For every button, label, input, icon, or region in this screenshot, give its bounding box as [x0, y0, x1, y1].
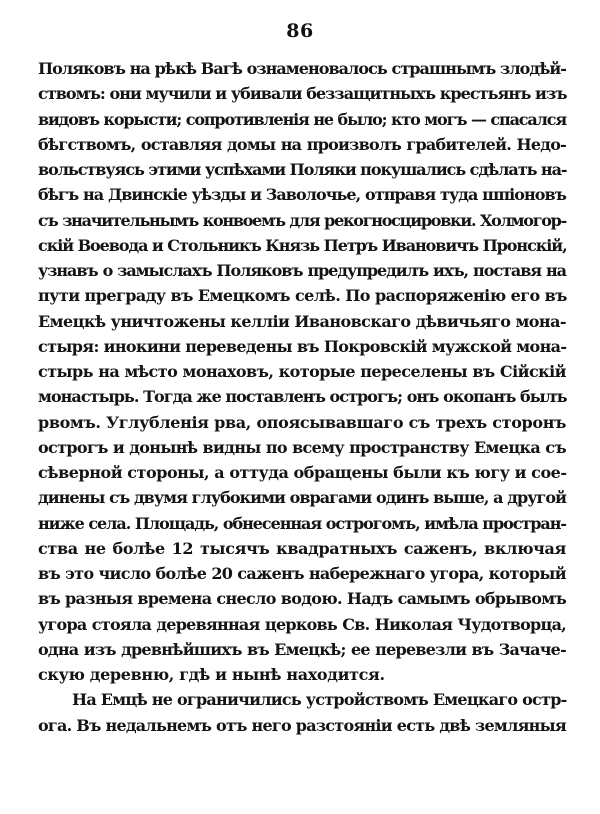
text-line: узнавъ о замыслахъ Поляковъ предупредилъ ихъ, поставя на [38, 261, 566, 280]
text-line: Емецкѣ уничтожены келліи Ивановскаго дѣвичьяго мона- [38, 311, 566, 331]
text-line: стыря: инокини переведены въ Покровскій мужской мона- [38, 336, 567, 356]
text-line: ства не болѣе 12 тысячъ квадратныхъ саженъ, включая [38, 538, 566, 558]
text-line: монастырь. Тогда же поставленъ острогъ; онъ окопанъ былъ [38, 387, 567, 407]
text-line: угора стояла деревянная церковь Св. Николая Чудотворца, [38, 614, 566, 634]
text-line: вольствуясь этими успѣхами Поляки покушались сдѣлать на- [38, 160, 567, 179]
text-line: съ значительнымъ конвоемъ для рекогносцировки. Холмогор- [38, 210, 566, 230]
text-line: скую деревню, гдѣ и нынѣ находится. [38, 665, 385, 684]
text-line: стырь на мѣсто монаховъ, которые переселены въ Сійскій [38, 362, 566, 381]
text-line: динены съ двумя глубокими оврагами одинъ выше, а другой [38, 488, 566, 508]
text-line: пути преграду въ Емецкомъ селѣ. По распоряженію его въ [38, 286, 567, 306]
text-line: ниже села. Площадь, обнесенная острогомъ, имѣла простран- [38, 513, 566, 533]
text-line: сѣверной стороны, а оттуда обращены были къ югу и сое- [38, 463, 567, 482]
body-text [38, 56, 566, 738]
text-line: одна изъ древнѣйшихъ въ Емецкѣ; ее перевезли въ Зачаче- [38, 639, 566, 659]
text-line: въ разныя времена снесло водою. Надъ самымъ обрывомъ [38, 589, 567, 609]
text-line: ога. Въ недальнемъ отъ него разстояніи есть двѣ земляныя [38, 715, 566, 735]
text-line: ствомъ: они мучили и убивали беззащитныхъ крестьянъ изъ [38, 84, 567, 104]
text-line: видовъ корысти; сопротивленія не было; кто могъ — спасался [38, 109, 566, 129]
text-line: бѣгствомъ, оставляя домы на произволъ грабителей. Недо- [38, 134, 566, 154]
page-number: 86 [286, 20, 314, 42]
text-line: рвомъ. Углубленія рва, опоясывавшаго съ трехъ сторонъ [38, 412, 566, 432]
text-line: бѣгъ на Двинскіе уѣзды и Заволочье, отправя туда шпіоновъ [38, 185, 566, 205]
text-line: острогъ и донынѣ видны по всему пространству Емецка съ [38, 437, 566, 457]
text-line: Поляковъ на рѣкѣ Вагѣ ознаменовалось страшнымъ злодѣй- [38, 59, 566, 78]
text-line: въ это число болѣе 20 саженъ набережнаго угора, который [38, 564, 566, 583]
text-line: На Емцѣ не ограничились устройствомъ Емецкаго остр- [72, 690, 567, 710]
text-line: скій Воевода и Стольникъ Князь Петръ Ивановичъ Пронскій, [38, 235, 567, 255]
